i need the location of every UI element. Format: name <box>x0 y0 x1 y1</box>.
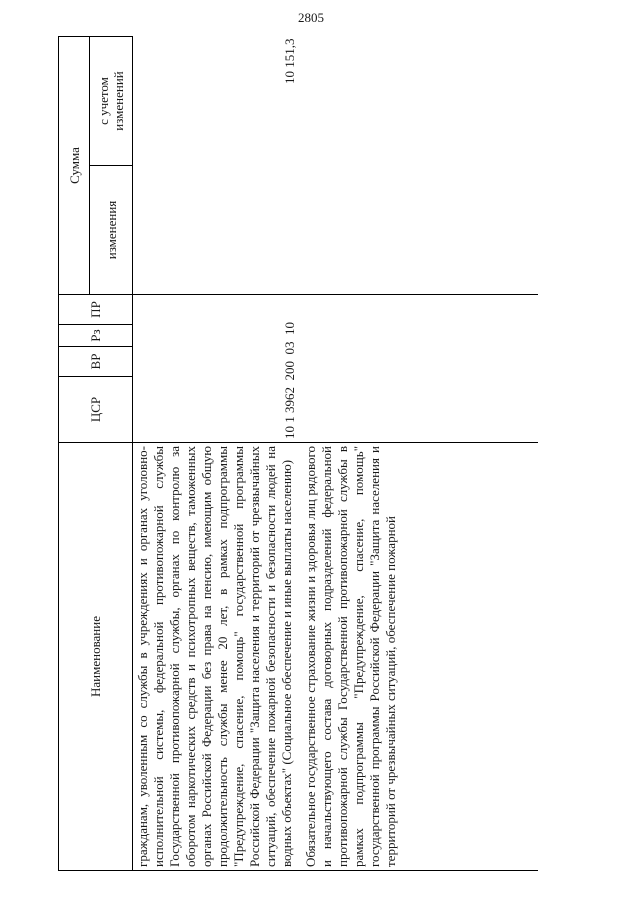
header-pr: ПР <box>59 295 133 325</box>
row-vr: 200 <box>282 361 297 381</box>
row-name: гражданам, уволенным со службы в учреждениях и органах уголовно-исполнительной системы, федеральной противопожарной службы Государственной противопожарной службы, органах по контролю за оборотом наркотических средств и психотропных веществ, таможенных органах Российской Федерации без права на пенсию, имеющим общую продолжительность службы менее 20 лет, в рамках подпрограммы "Предупреждение, спасение, помощь" государственной программы Российской Федерации "Защита населения и территорий от чрезвычайных ситуаций, обеспечение пожарной безопасности и безопасности людей на водных объектах" (Социальное обеспечение и иные выплаты населению) <box>135 446 294 867</box>
header-with-changes <box>90 37 133 166</box>
change-cell <box>133 166 539 295</box>
header-sum: Сумма <box>59 37 90 295</box>
code-line <box>282 322 298 439</box>
code-cell <box>133 295 539 443</box>
name-cell <box>133 443 539 871</box>
row-name: Обязательное государственное страхование жизни и здоровья лиц рядового и начальствующего состава договорных подразделений федеральной противопожарной службы Государственной противопожарной службы в рамках подпрограммы "Предупреждение, спасение, помощь" государственной программы Российской Федерации "Защита населения и территорий от чрезвычайных ситуаций, обеспечение пожарной <box>303 446 398 867</box>
header-with-changes-line1: с учетом <box>96 77 111 125</box>
header-with-changes-line2: изменений <box>111 71 126 131</box>
row-rz: 03 <box>282 341 297 355</box>
header-vr: ВР <box>59 347 133 377</box>
row-csr: 10 1 3962 <box>282 387 297 439</box>
row-total: 10 151,3 <box>282 38 297 84</box>
row-pr: 10 <box>282 322 297 335</box>
budget-table <box>58 36 538 871</box>
header-csr: ЦСР <box>59 377 133 443</box>
header-row <box>59 37 90 871</box>
header-change: изменения <box>90 166 133 295</box>
header-rz: Рз <box>59 325 133 347</box>
header-name: Наименование <box>59 443 133 871</box>
total-cell <box>133 37 539 166</box>
page-number: 2805 <box>298 10 324 25</box>
table-body-row <box>133 37 539 871</box>
